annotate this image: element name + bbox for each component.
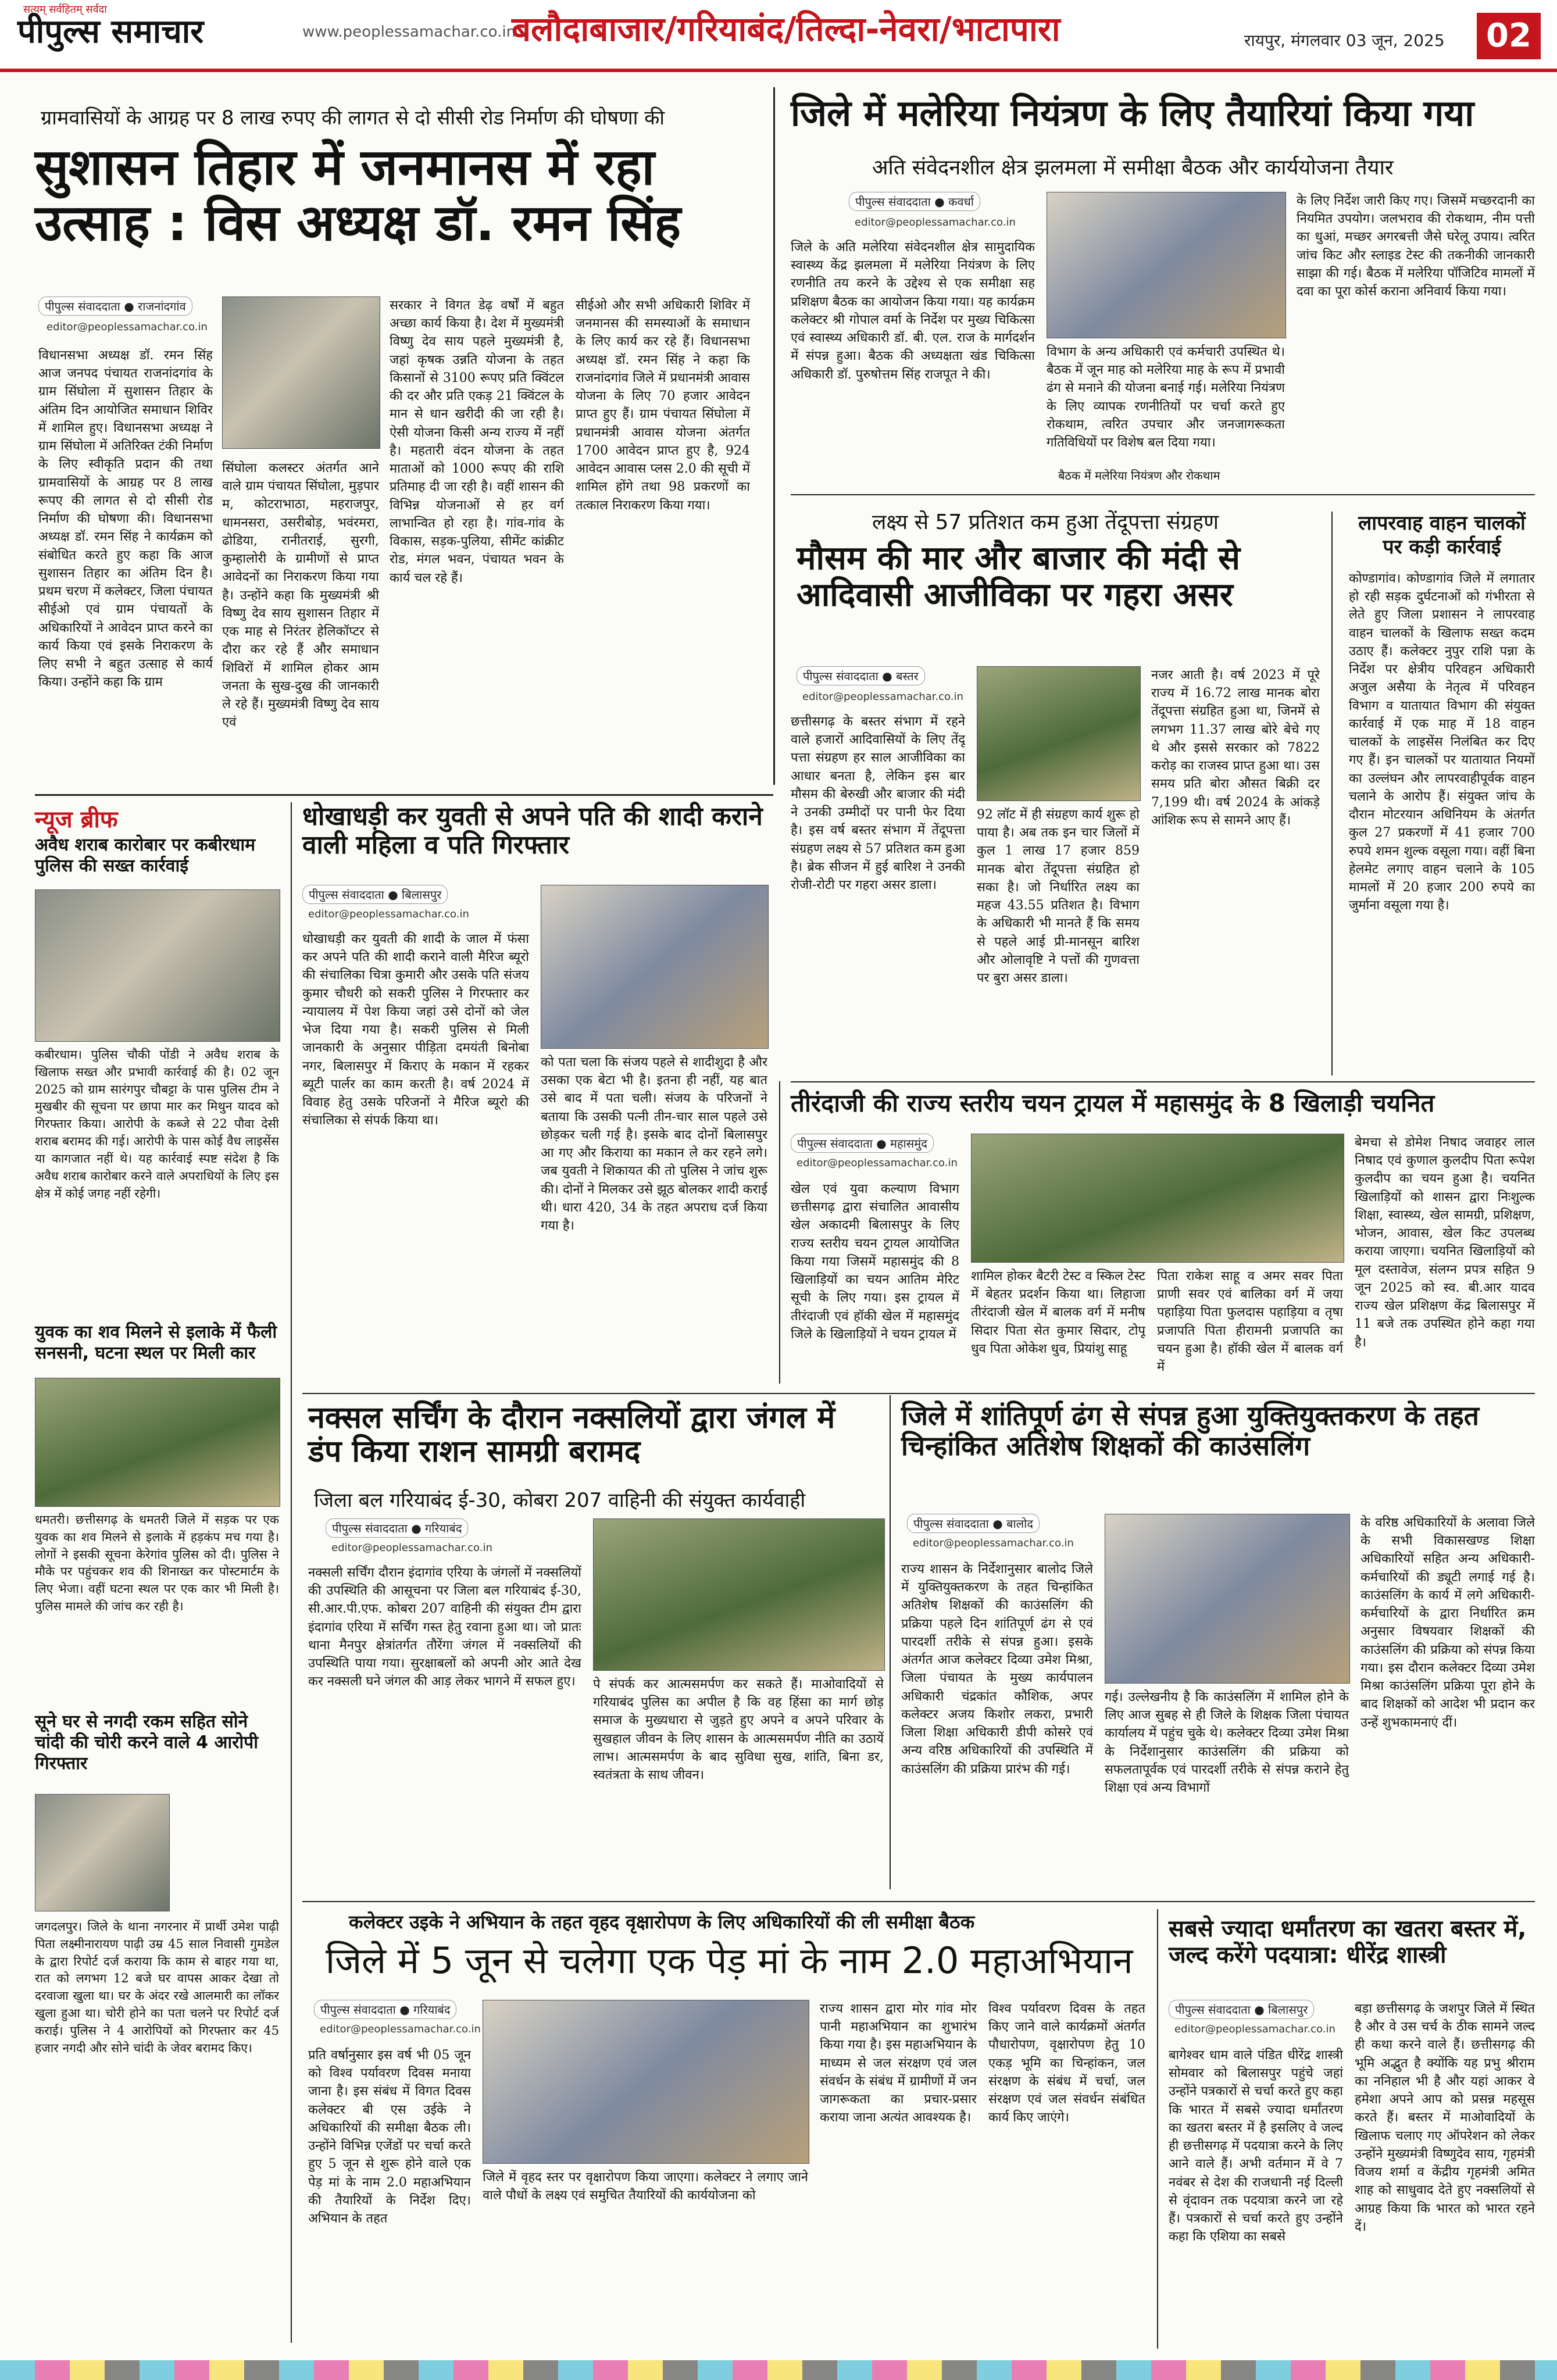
story8-col3: के वरिष्ठ अधिकारियों के अलावा जिले के सभी विकासखण्ड शिक्षा अधिकारियों सहित अन्य अधिकारी-कर्मचारियों की ड्यूटी लगाई गई है। काउंसलिंग के कार्य में लगे अधिकारी-कर्मचारियों के द्वारा निर्धारित क्रम अनुसार विषयवार शिक्षकों की काउंसलिंग की प्रक्रिया को संपन्न किया गया। इस दौरान कलेक्टर दिव्या उमेश मिश्रा काउंसलिंग प्रक्रिया पूरा होने के बाद शिक्षकों को आदेश भी प्रदान कर उन्हें शुभकामनाएं दीं। [1360,1516,1535,1730]
story3-headline[interactable]: मौसम की मार और बाजार की मंदी से आदिवासी आजीविका पर गहरा असर [797,539,1240,614]
story9-caption: जिले में वृहद स्तर पर वृक्षारोपण किया जाएगा। कलेक्टर ने लगाए जाने वाले पौधों के लक्ष्य एवं समुचित तैयारियों की कार्ययोजना को [483,2170,808,2203]
brief-item3-photo [35,1794,170,1911]
story4-body: कोण्डागांव। कोण्डागांव जिले में लगातार हो रही सड़क दुर्घटनाओं को गंभीरता से लेते हुए जिला प्रशासन ने लापरवाह वाहन चालकों के खिलाफ सख्त कदम उठाए हैं। कलेक्टर नुपुर राशि पन्ना के निर्देश पर क्षेत्रीय परिवहन अधिकारी अजुल असैया के नेतृत्व में परिवहन विभाग व यातायात विभाग की संयुक्त कार्रवाई में एक माह में 18 वाहन चालकों के लाइसेंस निलंबित कर दिए गए हैं। इन चालकों पर यातायात नियमों का उल्लंघन और लापरवाहीपूर्वक वाहन चलाने के आरोप हैं। संयुक्त जांच के दौरान मोटरयान अधिनियम के अंतर्गत कुल 27 प्रकरणों में 41 हजार 700 रुपये शमन शुल्क वसूला गया। वहीं बिना हेलमेट लगाए वाहन चलाने के 105 मामलों में 20 हजार 200 रुपये का जुर्माना वसूला गया है। [1349,571,1535,913]
brief-item2-body: धमतरी। छत्तीसगढ़ के धमतरी जिले में सड़क पर एक युवक का शव मिलने से इलाके में हड़कंप मच गया है। लोगों ने इसकी सूचना केरेगांव पुलिस को दी। पुलिस ने मौके पर पहुंचकर शव की शिनाख्त कर पोस्टमार्टम के लिए भेजा। वहीं घटना स्थल पर एक कार भी मिली है। पुलिस मामले की जांच कर रही है। [35,1513,279,1614]
story9-photo [483,2000,809,2164]
story10-byline: पीपुल्स संवाददाता ● बिलासपुर [1169,2000,1314,2019]
story7-email[interactable]: editor@peoplessamachar.co.in [331,1542,492,1554]
story6-col3: पिता राकेश साहू व अमर सवर पिता प्राणी सवर एवं बालिका वर्ग में जया पहाड़िया पिता फुलदास पहाड़िया व तृषा प्रजापति पिता हीरामनी प्रजापति का चयन हुआ है। हॉकी खेल में बालक वर्ग में [1157,1269,1343,1375]
story4-heading[interactable]: लापरवाह वाहन चालकों पर कड़ी कार्रवाई [1358,512,1526,559]
story2-col2: विभाग के अन्य अधिकारी एवं कर्मचारी उपस्थित थे। बैठक में जून माह को मलेरिया माह के रूप में प्रभावी ढंग से मनाने की योजना बनाई गई। मलेरिया नियंत्रण के लिए व्यापक रणनीतियों पर चर्चा करते हुए रोकथाम, त्वरित उपचार और जनजागरूकता गतिविधियों पर विशेष बल दिया गया। [1047,345,1285,451]
story10-headline[interactable]: सबसे ज्यादा धर्मांतरण का खतरा बस्तर में, जल्द करेंगे पदयात्रा: धीरेंद्र शास्त्री [1169,1916,1527,1968]
section-rule [302,1901,1535,1902]
story10-col1: बागेश्वर धाम वाले पंडित धीरेंद्र शास्त्री सोमवार को बिलासपुर पहुंचे जहां उन्होंने पत्रकारों से चर्चा करते हुए कहा कि भारत में सबसे ज्यादा धर्मांतरण का खतरा बस्तर में है इसलिए वे जल्द ही छत्तीसगढ़ में पदयात्रा करने के लिए आने वाले हैं। अभी वर्तमान में वे 7 नवंबर से देश की राजधानी नई दिल्ली से वृंदावन तक पदयात्रा करने जा रहे हैं। पत्रकारों से चर्चा करते हुए उन्होंने कहा कि एशिया का सबसे [1169,2048,1343,2245]
story6-col1: खेल एवं युवा कल्याण विभाग छत्तीसगढ़ द्वारा संचालित आवासीय खेल अकादमी बिलासपुर के लिए राज्य स्तरीय चयन ट्रायल आयोजित किया गया जिसमें महासमुंद की 8 खिलाड़ियों का चयन आतिम मेरिट सूची के लिए गया। इस ट्रायल में तीरंदाजी एवं हॉकी खेल में महासमुंद जिले के खिलाड़ियों ने चयन ट्रायल में [791,1182,959,1342]
page-number: 02 [1477,13,1541,59]
story1-email[interactable]: editor@peoplessamachar.co.in [47,321,208,333]
story1-byline: पीपुल्स संवाददाता ● राजनांदगांव [38,296,192,316]
brand-logo: पीपुल्स समाचार [17,13,204,51]
story9-col1: प्रति वर्षानुसार इस वर्ष भी 05 जून को विश्व पर्यावरण दिवस मनाया जाना है। इस संबंध में विगत दिवस कलेक्टर बी एस उईके ने अधिकारियों की समीक्षा बैठक ली। उन्होंने विभिन्न एजेंडों पर चर्चा करते हुए 5 जून से शुरू होने वाले एक पेड़ मां के नाम 2.0 महाअभियान की तैयारियों के निर्देश दिए। अभियान के तहत [308,2048,471,2227]
story1-col1: विधानसभा अध्यक्ष डॉ. रमन सिंह आज जनपद पंचायत राजनांदगांव के ग्राम सिंघोला में सुशासन तिहार के अंतिम दिन आयोजित समाधान शिविर में शामिल हुए। विधानसभा अध्यक्ष ने ग्राम सिंघोला में अतिरिक्त टंकी निर्माण के लिए स्वीकृति प्रदान की तथा ग्रामवासियों के आग्रह पर 8 लाख रूपए की लागत से दो सीसी रोड निर्माण की घोषणा की। विधानसभा अध्यक्ष डॉ. रमन सिंह ने कार्यक्रम को संबोधित करते हुए कहा कि आज सुशासन तिहार का अंतिम दिन है। प्रथम चरण में कलेक्टर, जिला पंचायत सीईओ एवं ग्राम पंचायतों के अधिकारियों ने आवेदन प्राप्त करने का कार्य किया एवं इसके निराकरण के लिए सभी ने बहुत उत्साह से कार्य किया। उन्होंने कहा कि ग्राम [38,348,213,690]
section-rule [35,794,773,796]
story8-headline[interactable]: जिले में शांतिपूर्ण ढंग से संपन्न हुआ युक्तियुक्तकरण के तहत चिन्हांकित अतिशेष शिक्षकों की काउंसलिंग [901,1400,1479,1461]
story3-col3: नजर आती है। वर्ष 2023 में पूरे राज्य में 16.72 लाख मानक बोरा तेंदूपत्ता संग्रहित हुआ था, जिनमें से लगभग 11.37 लाख बोरे बेचे गए थे और इससे सरकार को 7822 करोड़ का राजस्व प्राप्त हुआ था। उस समय प्रति बोरा औसत बिक्री दर 7,199 थी। वर्ष 2024 के आंकड़े आंशिक रूप से सामने आए हैं। [1151,668,1320,828]
story8-email[interactable]: editor@peoplessamachar.co.in [913,1537,1074,1549]
story6-email[interactable]: editor@peoplessamachar.co.in [797,1157,958,1169]
story5-byline: पीपुल्स संवाददाता ● बिलासपुर [302,885,448,904]
story2-col3: के लिए निर्देश जारी किए गए। जिसमें मच्छरदानी का नियमित उपयोग। जलभराव की रोकथाम, नीम पत्ती का धुआं, मच्छर अगरबत्ती जैसे घरेलू उपाय। त्वरित जांच किट और स्लाइड टेस्ट की तकनीकी जानकारी साझा की गई। बैठक में मलेरिया पॉजिटिव मामलों में दवा का पूरा कोर्स कराना अनिवार्य किया गया। [1297,194,1535,299]
column-divider [890,1395,891,1889]
brief-item1-body: कबीरधाम। पुलिस चौकी पोंडी ने अवैध शराब के खिलाफ सख्त और प्रभावी कार्रवाई की है। 02 जून 2025 को ग्राम सारंगपुर चौबट्टा के पास पुलिस टीम ने मुखबीर की सूचना पर छापा मार कर मिथुन यादव को गिरफ्तार किया। आरोपी के कब्जे से 22 पौवा देसी शराब बरामद की गई। आरोपी के पास कोई वैध लाइसेंस या कागजात नहीं थे। यह कार्रवाई स्पष्ट संदेश है कि अवैध शराब कारोबार करने वाले अपराधियों के लिए इस क्षेत्र में कोई जगह नहीं रहेगी। [35,1048,279,1200]
story7-photo [593,1518,885,1671]
column-divider [779,1081,780,1384]
story6-photo [971,1134,1344,1263]
column-divider [773,87,775,785]
story7-headline[interactable]: नक्सल सर्चिंग के दौरान नक्सलियों द्वारा जंगल में डंप किया राशन सामग्री बरामद [308,1400,835,1470]
story8-photo [1105,1514,1350,1684]
story7-col2: पे संपर्क कर आत्मसमर्पण कर सकते हैं। माओवादियों से गरियाबंद पुलिस का अपील है कि वह हिंसा का मार्ग छोड़ समाज के मुख्यधारा से जुड़ते हुए अपने व अपने परिवार के सुखहाल जीवन के लिए शासन के आत्मसमर्पण नीति का उठायें लाभ। आत्मसमर्पण के बाद सुविधा सुख, शांति, बिना डर, स्वतंत्रता के साथ जीवन। [593,1677,884,1783]
story6-col2: शामिल होकर बैटरी टेस्ट व स्किल टेस्ट में बेहतर प्रदर्शन किया था। लिहाजा तीरंदाजी खेल में बालक वर्ग में मनीष सिदार पिता सेत कुमार सिदार, टोपू धुव पिता ओकेश धुव, प्रियांशु साहू [971,1269,1145,1356]
section-rule [791,494,1535,495]
story3-kicker: लक्ष्य से 57 प्रतिशत कम हुआ तेंदूपत्ता संग्रहण [872,510,1219,534]
story7-subheadline: जिला बल गरियाबंद ई-30, कोबरा 207 वाहिनी की संयुक्त कार्यवाही [314,1489,806,1512]
story5-email[interactable]: editor@peoplessamachar.co.in [308,908,469,920]
story2-col1: जिले के अति मलेरिया संवेदनशील क्षेत्र सामुदायिक स्वास्थ्य केंद्र झलमला में मलेरिया नियंत्रण के लिए रणनीति तय करने के उद्देश्य से एक समीक्षा सह प्रशिक्षण बैठक का आयोजन किया गया। यह कार्यक्रम कलेक्टर श्री गोपाल वर्मा के निर्देश पर मुख्य चिकित्सा एवं स्वास्थ्य अधिकारी डॉ. बी. एल. राज के मार्गदर्शन में संपन्न हुआ। बैठक की अध्यक्षता खंड चिकित्सा अधिकारी डॉ. पुरुषोत्तम सिंह राजपूत ने की। [791,240,1035,382]
brief-item3-headline[interactable]: सूने घर से नगदी रकम सहित सोने चांदी की चोरी करने वाले 4 आरोपी गिरफ्तार [35,1711,258,1774]
brief-item2-headline[interactable]: युवक का शव मिलने से इलाके में फैली सनसनी, घटना स्थल पर मिली कार [35,1322,277,1363]
story7-byline: पीपुल्स संवाददाता ● गरियाबंद [326,1518,468,1538]
story10-email[interactable]: editor@peoplessamachar.co.in [1174,2023,1335,2035]
print-registration-bar [0,2360,1557,2380]
masthead [0,0,1557,72]
story2-byline: पीपुल्स संवाददाता ● कवर्धा [849,192,980,211]
brand-tagline: सत्यम् सर्वहितम् सर्वदा [23,3,107,16]
brief-label: न्यूज ब्रीफ [35,806,118,833]
site-url[interactable]: www.peoplessamachar.co.in [302,23,516,41]
story1-headline[interactable]: सुशासन तिहार में जनमानस में रहा उत्साह : विस अध्यक्ष डॉ. रमन सिंह [35,138,681,253]
story3-byline: पीपुल्स संवाददाता ● बस्तर [797,666,925,685]
story5-headline[interactable]: धोखाधड़ी कर युवती से अपने पति की शादी कराने वाली महिला व पति गिरफ्तार [302,802,763,860]
story9-col2: राज्य शासन द्वारा मोर गांव मोर पानी महाअभियान का शुभारंभ किया गया है। इस महाअभियान के माध्यम से जल संरक्षण एवं जल संवर्धन के संबंध में ग्रामीणों में जन जागरूकता का प्रचार-प्रसार कराया जाना अत्यंत आवश्यक है। [820,2002,977,2125]
story2-photo [1047,192,1286,338]
story7-col1: नक्सली सर्चिंग दौरान इंदागांव एरिया के जंगलों में नक्सलियों की उपस्थिति की आसूचना पर जिला बल गरियाबंद ई-30, सी.आर.पी.एफ. कोबरा 207 वाहिनी की संयुक्त टीम द्वारा इंदागांव एरिया में सर्चिंग गस्त हेतु रवाना हुआ था। जो प्रातः थाना मैनपुर क्षेत्रांतर्गत तौरेंगा जंगल में नक्सलियों की उपस्थिति पाया गया। सुरक्षाबलों को अपनी ओर आते देख कर नक्सली घने जंगल की आड़ लेकर भागने में सफल हुए। [308,1566,581,1689]
story9-kicker: कलेक्टर उइके ने अभियान के तहत वृहद वृक्षारोपण के लिए अधिकारियों की ली समीक्षा बैठक [349,1911,975,1933]
story1-col3: सरकार ने विगत डेढ़ वर्षों में बहुत अच्छा कार्य किया है। देश में मुख्यमंत्री विष्णु देव साय पहले मुख्यमंत्री है, जहां कृषक उन्नति योजना के तहत किसानों से 3100 रूपए प्रति क्विंटल की दर और प्रति एकड़ 21 क्विंटल के मान से धान खरीदी की जा रही है। ऐसी योजना किसी अन्य राज्य में नहीं है। महतारी वंदन योजना के तहत माताओं को 1000 रूपए की राशि प्रतिमाह दी जा रही है। वहीं शासन की विभिन्न योजनाओं से हर वर्ग लाभान्वित हो रहा है। गांव-गांव के विकास, सड़क-पुलिया, सीमेंट कांक्रीट रोड, मंगल भवन, पंचायत भवन के कार्य चल रहे हैं। [390,298,564,585]
story1-col2: सिंघोला कलस्टर अंतर्गत आने वाले ग्राम पंचायत सिंघोला, मुड़पार म, कोटराभाठा, महराजपुर, धामनसरा, उसरीबोड़, भवंरमरा, ढोडिया, रानीतराई, सुरगी, कुम्हालोरी के ग्रामीणों से प्राप्त आवेदनों का निराकरण किया गया है। उन्होंने कहा कि मुख्यमंत्री श्री विष्णु देव साय सुशासन तिहार में एक माह से निरंतर हेलिकॉप्टर से दौरा कर रहे हैं और समाधान शिविरों में शामिल होकर आम जनता के सुख-दुख की जानकारी ले रहे हैं। मुख्यमंत्री विष्णु देव साय एवं [222,461,379,730]
story9-col3: विश्व पर्यावरण दिवस के तहत किए जाने वाले कार्यक्रमों अंतर्गत पौधारोपण, वृक्षारोपण हेतु 10 एकड़ भूमि का चिन्हांकन, जल संरक्षण के संबंध में चर्चा, जल संरक्षण एवं जल संवर्धन संबंधित कार्य किए जाएंगे। [988,2002,1145,2125]
story8-col2: गई। उल्लेखनीय है कि काउंसलिंग में शामिल होने के लिए आज सुबह से ही जिले के शिक्षक जिला पंचायत कार्यालय में पहुंच चुके थे। कलेक्टर दिव्या उमेश मिश्रा के निर्देशानुसार काउंसलिंग की प्रक्रिया को सफलतापूर्वक एवं पारदर्शी तरीके से संपन्न कराने हेतु शिक्षा एवं अन्य विभागों [1105,1690,1349,1796]
story5-photo [541,885,769,1049]
story6-headline[interactable]: तीरंदाजी की राज्य स्तरीय चयन ट्रायल में महासमुंद के 8 खिलाड़ी चयनित [791,1089,1435,1117]
story8-byline: पीपुल्स संवाददाता ● बालोद [907,1514,1040,1533]
dateline: रायपुर, मंगलवार 03 जून, 2025 [1244,31,1445,50]
story9-headline[interactable]: जिले में 5 जून से चलेगा एक पेड़ मां के नाम 2.0 महाअभियान [326,1939,1133,1982]
story8-col1: राज्य शासन के निर्देशानुसार बालोद जिले में युक्तियुक्तकरण के तहत चिन्हांकित अतिशेष शिक्षकों की काउंसलिंग की प्रक्रिया पहले दिन शांतिपूर्ण ढंग से एवं पारदर्शी तरीके से संपन्न हुआ। इसके अंतर्गत आज कलेक्टर दिव्या उमेश मिश्रा, जिला पंचायत के मुख्य कार्यपालन अधिकारी चंद्रकांत कौशिक, अपर कलेक्टर अजय किशोर लकरा, प्रभारी जिला शिक्षा अधिकारी डीपी कोसरे एवं अन्य वरिष्ठ अधिकारियों की उपस्थिति में काउंसलिंग की प्रक्रिया प्रारंभ की गई। [901,1562,1093,1777]
story10-col2: बड़ा छत्तीसगढ़ के जशपुर जिले में स्थित है और वे उस चर्च के ठीक सामने जल्द ही कथा करने वाले हैं। छत्तीसगढ़ की भूमि अद्भुत है क्योंकि यह प्रभु श्रीराम का ननिहाल भी है और यहां आकर वे हमेशा अपने आप को प्रसन्न महसूस करते हैं। बस्तर में माओवादियों के खिलाफ चलाए गए ऑपरेशन को लेकर उन्होंने मुख्यमंत्री विष्णुदेव साय, गृहमंत्री विजय शर्मा व केंद्रीय गृहमंत्री अमित शाह को साधुवाद देते हुए नक्सलियों से आग्रह किया कि भारत को भारत रहने दें। [1355,2002,1535,2234]
story1-kicker: ग्रामवासियों के आग्रह पर 8 लाख रुपए की लागत से दो सीसी रोड निर्माण की घोषणा की [41,106,665,130]
brief-item1-headline[interactable]: अवैध शराब कारोबार पर कबीरधाम पुलिस की सख्त कार्रवाई [35,835,256,876]
story1-col4: सीईओ और सभी अधिकारी शिविर में जनमानस की समस्याओं के समाधान के लिए कार्य कर रहे हैं। विधानसभा अध्यक्ष डॉ. रमन सिंह ने कहा कि राजनांदगांव जिले में प्रधानमंत्री आवास योजना के लिए 70 हजार आवेदन प्राप्त हुए हैं। ग्राम पंचायत सिंघोला में प्रधानमंत्री आवास योजना अंतर्गत 1700 आवेदन प्राप्त हुए है, 924 आवेदन आवास प्लस 2.0 की सूची में शामिल होंगे तथा 98 प्रकरणों का तत्काल निराकरण किया गया। [576,298,750,513]
story9-email[interactable]: editor@peoplessamachar.co.in [320,2023,481,2035]
section-rule [302,1393,1535,1394]
story3-photo [977,666,1141,801]
section-rule [791,1081,1535,1082]
column-divider [1157,1909,1158,2349]
column-divider [291,802,292,2343]
edition-title: बलौदाबाजार/गरियाबंद/तिल्दा-नेवरा/भाटापारा [512,9,1060,49]
column-divider [1331,512,1333,1075]
brief-item1-photo [35,889,280,1042]
story3-col2: 92 लॉट में ही संग्रहण कार्य शुरू हो पाया है। अब तक इन चार जिलों में कुल 1 लाख 17 हजार 859 मानक बोरा तेंदूपत्ता संग्रहित हो सका है। जो निर्धारित लक्ष्य का महज 43.55 प्रतिशत है। विभाग के अधिकारी भी मानते हैं कि समय से पहले आई प्री-मानसून बारिश और ओलावृष्टि ने पत्तों की गुणवत्ता पर बुरा असर डाला। [977,807,1140,986]
story9-byline: पीपुल्स संवाददाता ● गरियाबंद [314,2000,456,2019]
story2-subheadline: अति संवेदनशील क्षेत्र झलमला में समीक्षा बैठक और कार्ययोजना तैयार [872,156,1394,180]
story3-col1: छत्तीसगढ़ के बस्तर संभाग में रहने वाले हजारों आदिवासियों के लिए तेंदू पत्ता संग्रहण हर साल आजीविका का आधार बनता है, लेकिन इस बार मौसम की बेरुखी और बाजार की मंदी ने उनकी उम्मीदों पर पानी फेर दिया है। इस वर्ष बस्तर संभाग में तेंदूपत्ता संग्रहण लक्ष्य से 57 प्रतिशत कम हुआ है। ब्रेक सीजन में हुई बारिश ने उनकी रोजी-रोटी पर गहरा असर डाला। [791,714,965,893]
story3-email[interactable]: editor@peoplessamachar.co.in [802,691,963,703]
story2-email[interactable]: editor@peoplessamachar.co.in [855,216,1016,228]
story1-photo [222,296,380,449]
brief-item3-body: जगदलपुर। जिले के थाना नगरनार में प्रार्थी उमेश पाढ़ी पिता लक्ष्मीनारायण पाढ़ी उम्र 45 साल निवासी गुमडेल के द्वारा रिपोर्ट दर्ज कराया कि काम से बाहर गया था, रात को लगभग 12 बजे घर वापस आकर देखा तो दरवाजा खुला था। घर के अंदर रखे आलमारी का लॉकर खुला हुआ था। चोरी होने का पता चलने पर रिपोर्ट दर्ज कराई। पुलिस ने 4 आरोपियों को गिरफ्तार कर 45 हजार नगदी और सोने चांदी के जेवर बरामद किए। [35,1920,279,2055]
story5-col1: धोखाधड़ी कर युवती की शादी के जाल में फंसा कर अपने पति की शादी कराने वाली मैरिज ब्यूरो की संचालिका चित्रा कुमारी और उसके पति संजय कुमार चौधरी को सकरी पुलिस ने गिरफ्तार कर न्यायालय में पेश किया जहां उसे दोनों को जेल भेज दिया गया है। सकरी पुलिस से मिली जानकारी के अनुसार पीड़िता दमयंती बिनोबा नगर, बिलासपुर में किराए के मकान में रहकर ब्यूटी पार्लर का काम करती है। वर्ष 2024 में विवाह हेतु उसके परिजनों ने मैरिज ब्यूरो की संचालिका से संपर्क किया था। [302,932,529,1128]
story2-headline[interactable]: जिले में मलेरिया नियंत्रण के लिए तैयारियां किया गया [791,92,1474,134]
story6-col4: बेमचा से डोमेश निषाद जवाहर लाल निषाद एवं कुणाल कुलदीप पिता रूपेश कुलदीप का चयन हुआ है। चयनित खिलाड़ियों को शासन द्वारा निःशुल्क शिक्षा, स्वास्थ्य, खेल सामग्री, प्रशिक्षण, भोजन, आवास, खेल किट उपलब्ध कराया जाएगा। चयनित खिलाड़ियों को मूल दस्तावेज, संलग्न प्रपत्र सहित 9 जून 2025 को स्व. बी.आर यादव राज्य खेल प्रशिक्षण केंद्र बिलासपुर में 11 बजे तक उपस्थित होने कहा गया है। [1355,1135,1535,1350]
story5-col2: को पता चला कि संजय पहले से शादीशुदा है और उसका एक बेटा भी है। इतना ही नहीं, यह बात उसे बाद में पता चली। संजय के परिजनों ने बताया कि उसकी पत्नी तीन-चार साल पहले उसे छोड़कर चली गई है। इसके बाद दोनों बिलासपुर आ गए और किराया का मकान ले कर रहने लगे। जब युवती ने शिकायत की तो पुलिस ने जांच शुरू की। दोनों ने मिलकर उसे झूठ बोलकर शादी कराई थी। धारा 420, 34 के तहत अपराध दर्ज किया गया है। [541,1055,767,1234]
story6-byline: पीपुल्स संवाददाता ● महासमुंद [791,1134,934,1153]
story2-caption: बैठक में मलेरिया नियंत्रण और रोकथाम [1058,469,1220,483]
brief-item2-photo [35,1378,280,1507]
